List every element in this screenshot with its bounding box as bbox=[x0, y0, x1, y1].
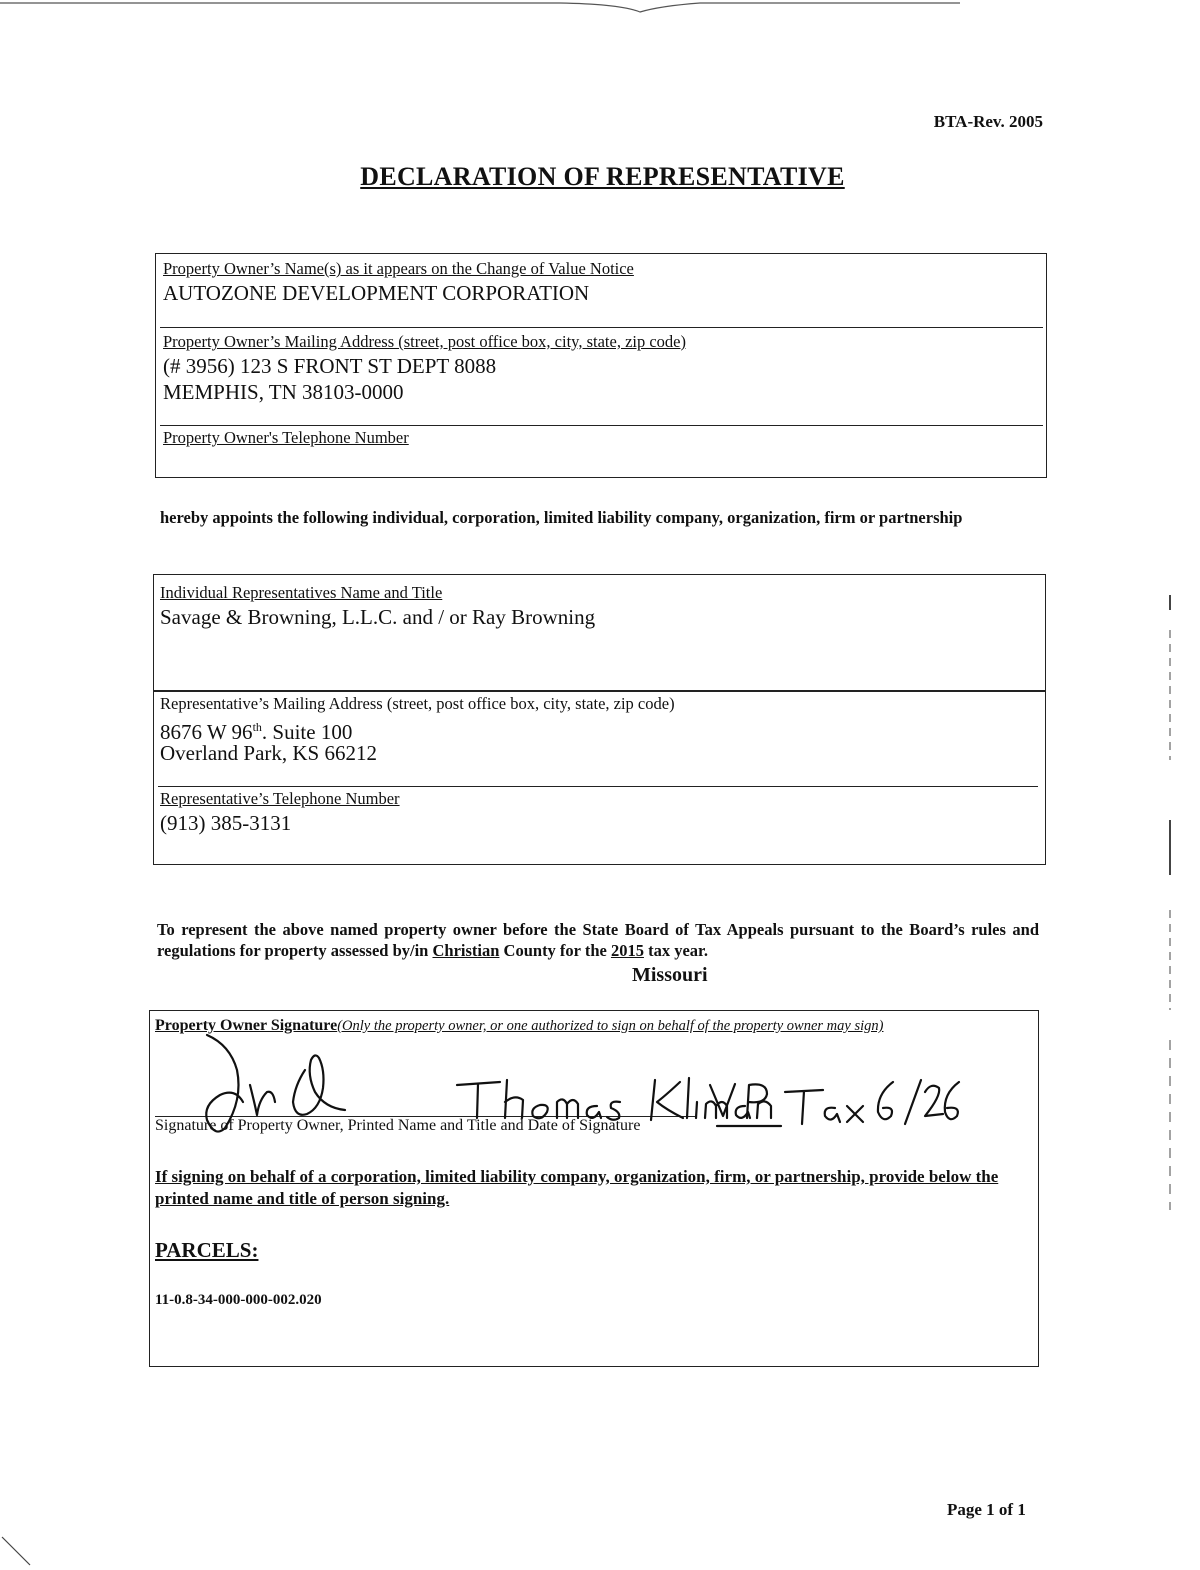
appointment-statement: hereby appoints the following individual, corporation, limited liability company, organization, firm or partnership bbox=[160, 508, 963, 527]
scan-margin-marks bbox=[1160, 590, 1180, 1210]
represent-year: 2015 bbox=[610, 941, 644, 960]
signature-caption: Signature of Property Owner, Printed Name and Title and Date of Signature bbox=[155, 1117, 641, 1134]
page-number: Page 1 of 1 bbox=[947, 1500, 1026, 1519]
owner-name-label: Property Owner’s Name(s) as it appears on the Change of Value Notice bbox=[163, 259, 634, 278]
rep-divider bbox=[158, 786, 1038, 787]
owner-divider-1 bbox=[160, 327, 1043, 328]
represent-text-2: County for the bbox=[499, 941, 611, 960]
owner-address-line1: (# 3956) 123 S FRONT ST DEPT 8088 bbox=[163, 354, 497, 378]
parcels-heading: PARCELS: bbox=[155, 1238, 259, 1262]
rep-address-label: Representative’s Mailing Address (street, post office box, city, state, zip code) bbox=[160, 694, 675, 713]
signature-note: (Only the property owner, or one authorized to sign on behalf of the property owner may sign) bbox=[337, 1018, 884, 1034]
rep-address-line1-suffix: th bbox=[252, 720, 262, 734]
owner-divider-2 bbox=[160, 425, 1043, 426]
owner-address-line2: MEMPHIS, TN 38103-0000 bbox=[163, 380, 404, 404]
owner-phone-label: Property Owner's Telephone Number bbox=[163, 428, 409, 447]
represent-county: Christian bbox=[432, 941, 500, 960]
on-behalf-instruction: If signing on behalf of a corporation, limited liability company, organization, firm, or partnership, provide below the printed name and title of person signing. bbox=[155, 1167, 999, 1208]
scan-corner-mark bbox=[0, 1535, 40, 1570]
represent-state: Missouri bbox=[632, 964, 708, 986]
signature-label-text: Property Owner Signature bbox=[155, 1017, 338, 1034]
document-title: DECLARATION OF REPRESENTATIVE bbox=[360, 162, 845, 191]
rep-phone-value: (913) 385-3131 bbox=[160, 811, 292, 835]
rep-name-value: Savage & Browning, L.L.C. and / or Ray Browning bbox=[160, 605, 596, 629]
parcel-number: 11-0.8-34-000-000-002.020 bbox=[155, 1292, 322, 1308]
owner-name-value: AUTOZONE DEVELOPMENT CORPORATION bbox=[163, 281, 590, 305]
representation-statement bbox=[157, 919, 1039, 961]
represent-text-3: tax year. bbox=[643, 941, 708, 960]
form-code: BTA-Rev. 2005 bbox=[933, 112, 1043, 131]
rep-address-line1-rest: . Suite 100 bbox=[261, 720, 353, 744]
rep-address-line1-main: 8676 W 96 bbox=[160, 720, 253, 744]
owner-address-label: Property Owner’s Mailing Address (street, post office box, city, state, zip code) bbox=[163, 332, 686, 351]
rep-name-label: Individual Representatives Name and Title bbox=[160, 583, 443, 602]
rep-address-line2: Overland Park, KS 66212 bbox=[160, 741, 377, 765]
rep-phone-label: Representative’s Telephone Number bbox=[160, 789, 400, 808]
scan-edge-artifact bbox=[0, 0, 1200, 20]
represent-text-1: To represent the above named property owner before the State Board of Tax Appeals pursuant to the Board’s rules and regulations for property assessed by/in bbox=[157, 920, 1039, 960]
